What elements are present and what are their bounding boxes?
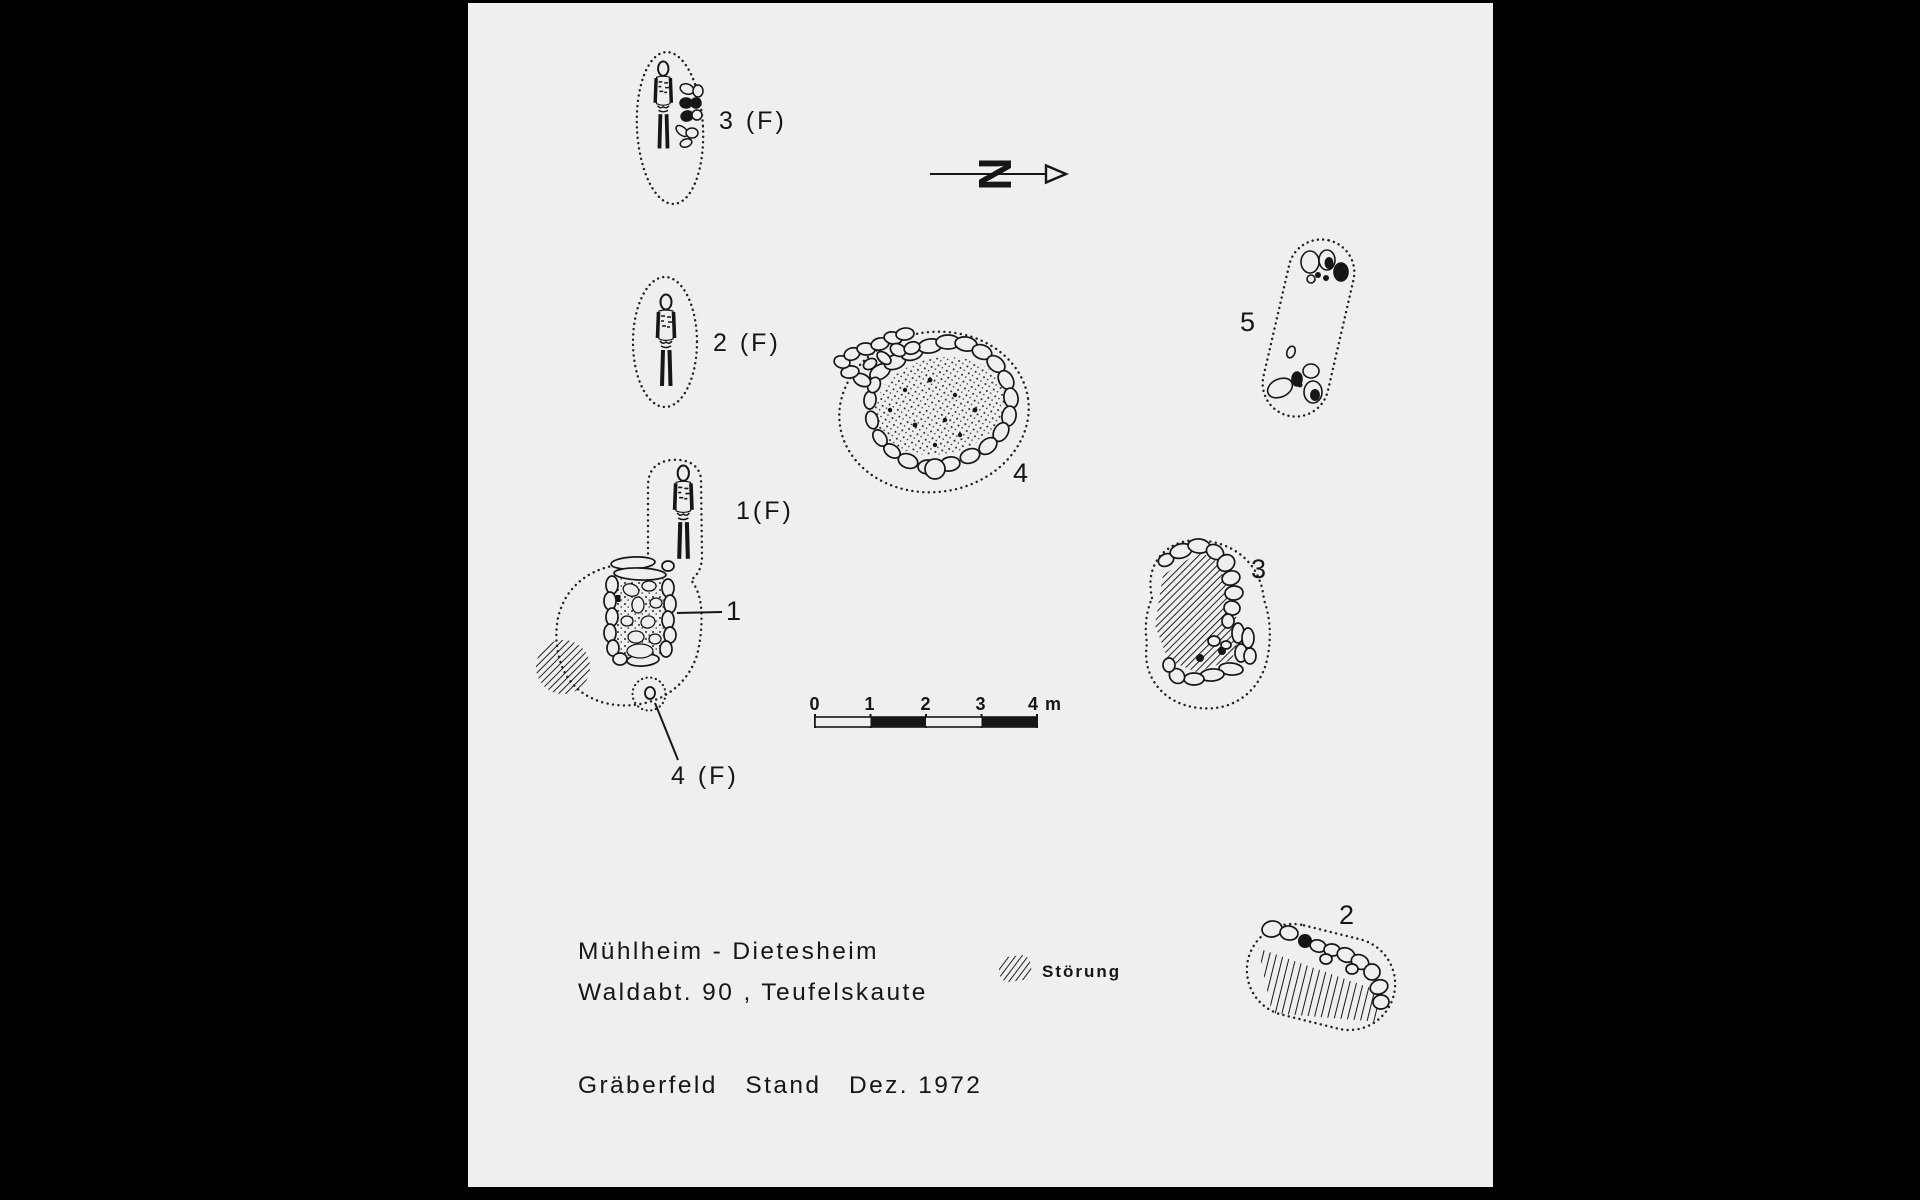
feature-5-label: 5 bbox=[1240, 307, 1258, 337]
feature-4-label: 4 bbox=[1013, 458, 1031, 488]
title-line-2: Waldabt. 90 , Teufelskaute bbox=[578, 979, 928, 1006]
north-letter: N bbox=[969, 157, 1021, 191]
feature-3-label: 3 bbox=[1251, 554, 1269, 584]
feature-1-label: 1 bbox=[726, 596, 744, 626]
grave-3f-label: 3 (F) bbox=[719, 107, 787, 135]
stone-single bbox=[645, 687, 655, 699]
find-4f-label: 4 (F) bbox=[671, 762, 739, 790]
title-line-3: Gräberfeld Stand Dez. 1972 bbox=[578, 1072, 983, 1099]
scale-tick-4m: 4 m bbox=[1028, 694, 1063, 714]
feature-2-label: 2 bbox=[1339, 900, 1357, 930]
scale-tick-2: 2 bbox=[920, 694, 932, 714]
scale-segment-filled bbox=[982, 717, 1038, 727]
stoerung-label: Störung bbox=[1042, 962, 1122, 981]
scale-segment-filled bbox=[871, 717, 927, 727]
scale-tick-0: 0 bbox=[809, 694, 821, 714]
grave-2f-label: 2 (F) bbox=[713, 329, 781, 357]
disturbance-hatch-circle bbox=[536, 640, 590, 694]
grave-1f-label: 1(F) bbox=[736, 497, 794, 525]
scale-tick-1: 1 bbox=[864, 694, 876, 714]
leader-line bbox=[677, 612, 722, 613]
dark-stone-dot bbox=[616, 595, 621, 602]
title-line-1: Mühlheim - Dietesheim bbox=[578, 938, 879, 965]
scale-tick-3: 3 bbox=[975, 694, 987, 714]
